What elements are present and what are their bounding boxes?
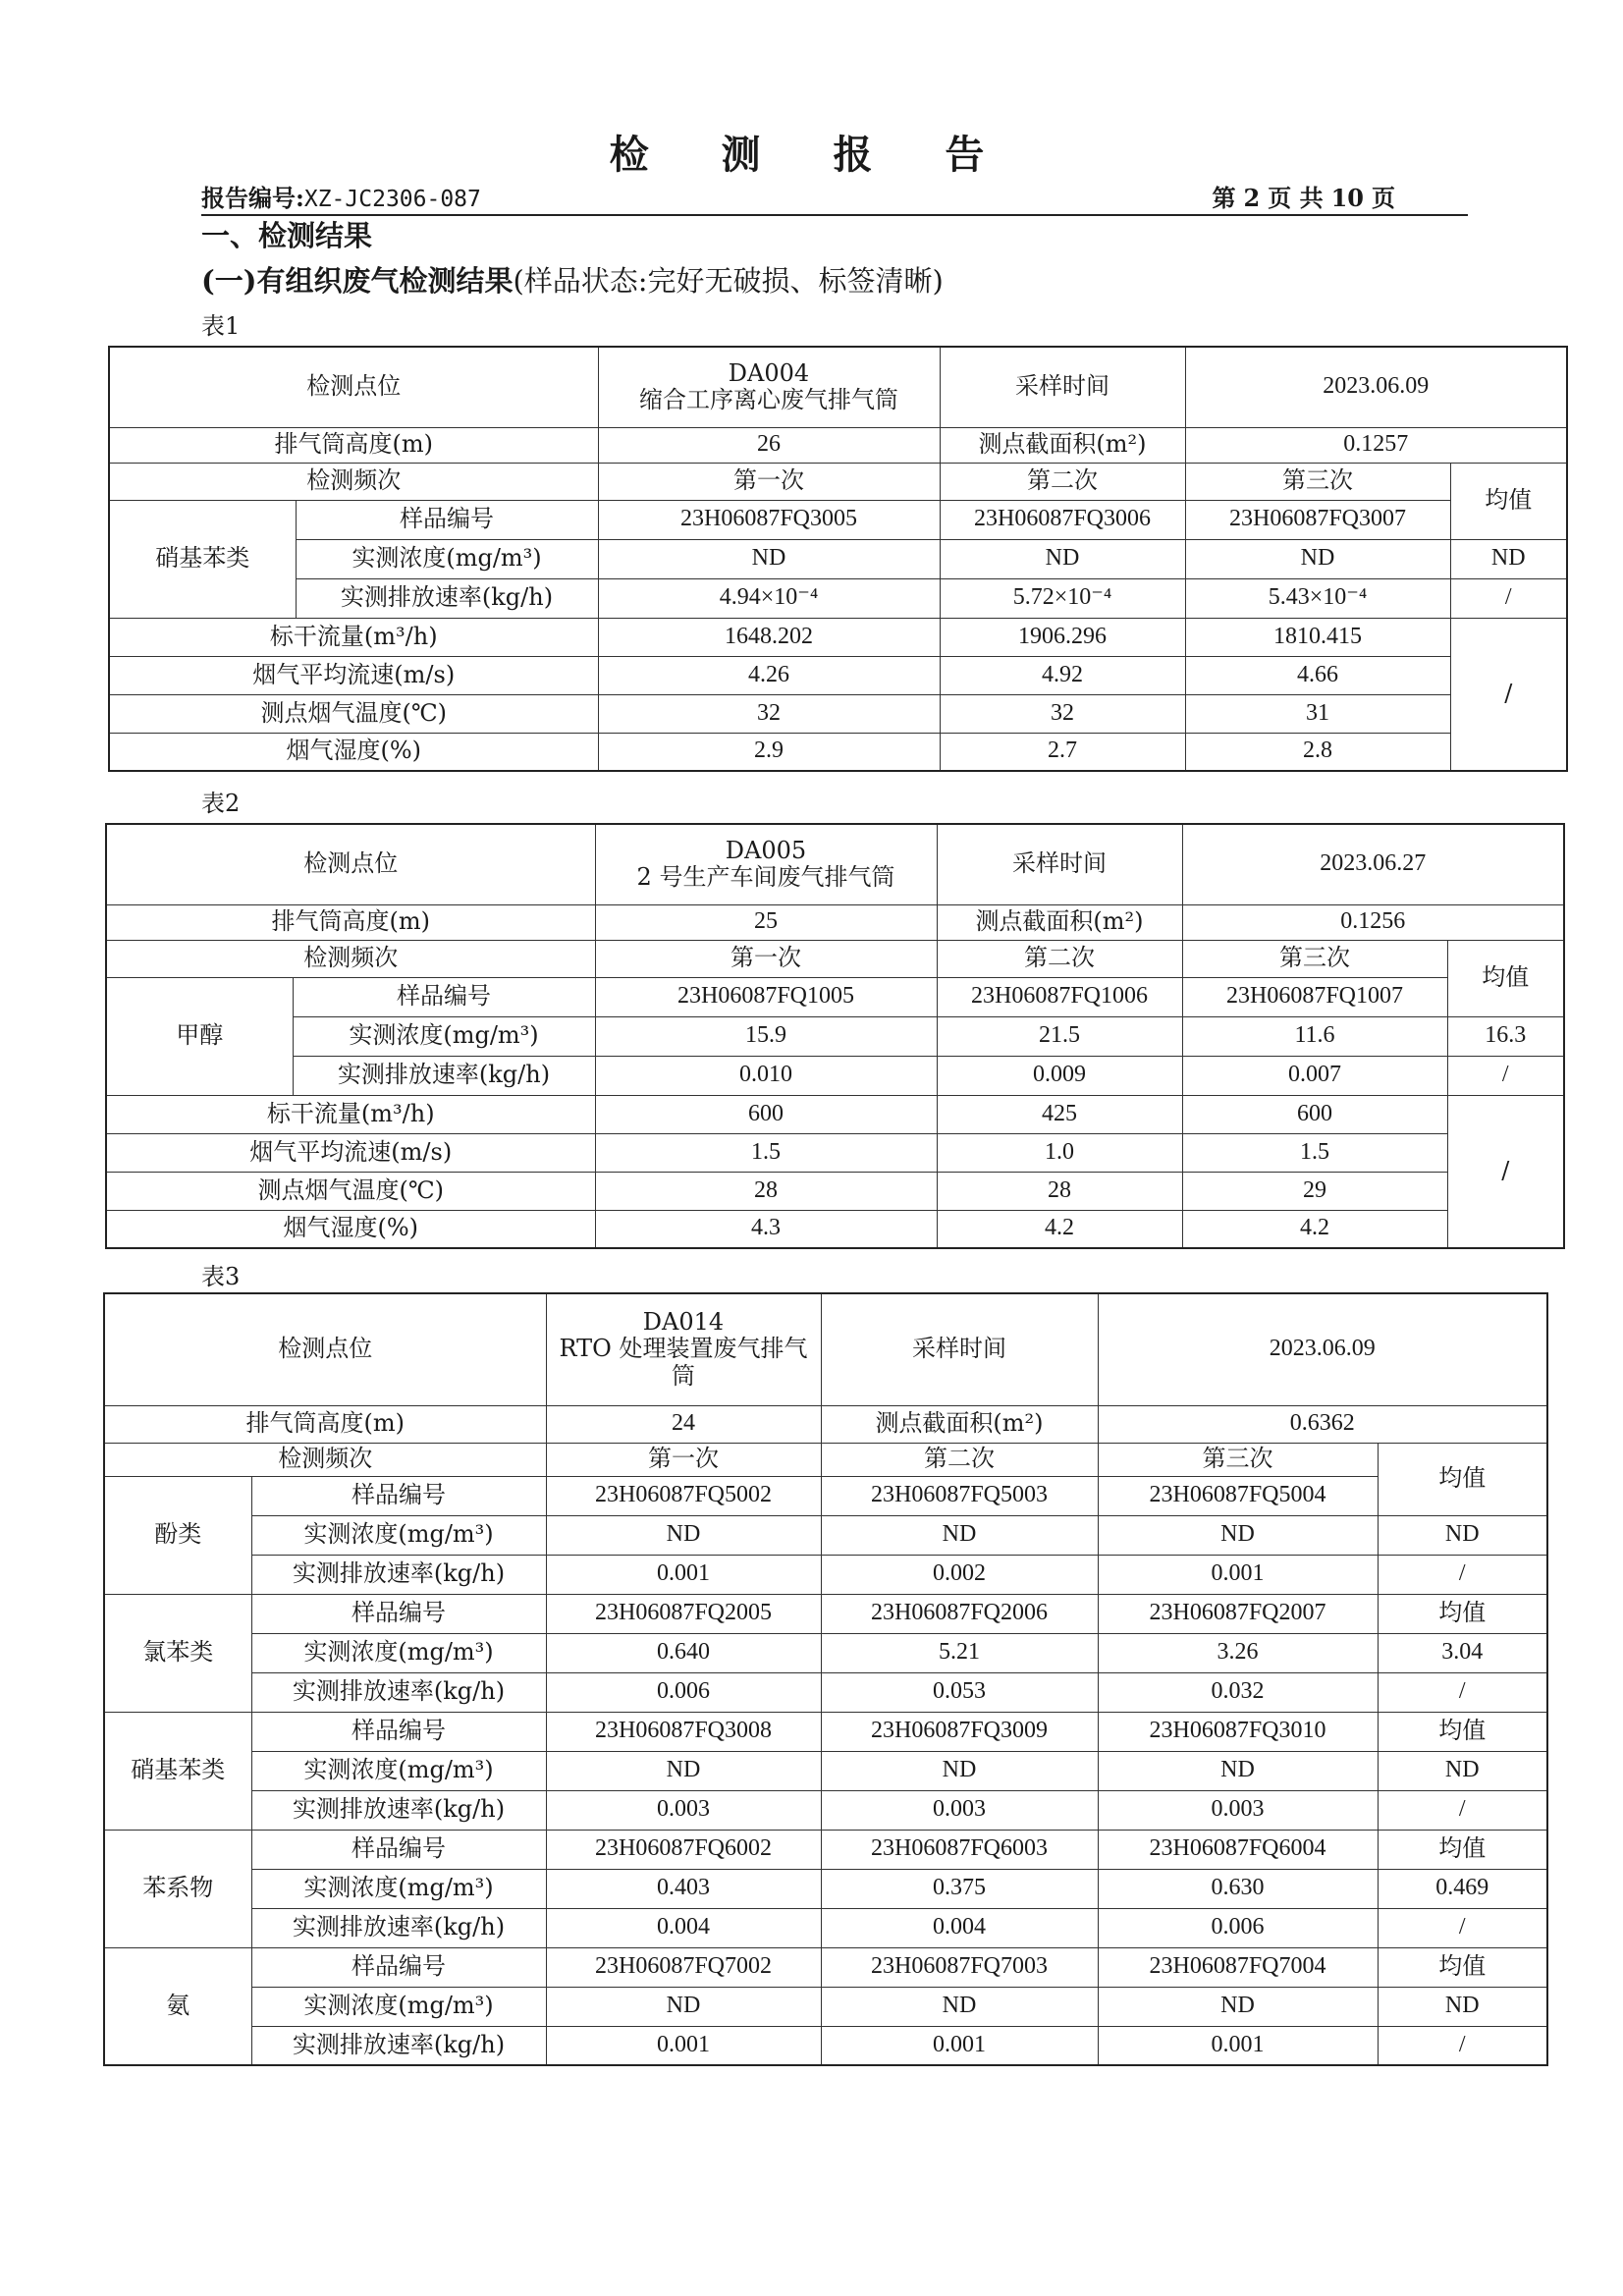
table2-stack-height: 25 (595, 904, 937, 940)
table1-velocity-2: 4.92 (940, 656, 1185, 694)
table3-label: 表3 (201, 1263, 241, 1290)
table1-point-name: 缩合工序离心废气排气筒 (639, 386, 898, 414)
table1-sample-2: 23H06087FQ3006 (940, 500, 1185, 539)
table3-conc: 0.403 (546, 1869, 821, 1908)
table2-temperature-3: 29 (1182, 1172, 1447, 1210)
table3-rate: 0.001 (546, 1555, 821, 1594)
table3-sample: 23H06087FQ6004 (1098, 1830, 1378, 1869)
table3-rate: 0.006 (1098, 1908, 1378, 1947)
table2-humidity-label: 烟气湿度(%) (106, 1210, 595, 1248)
table3-sample-no-label: 样品编号 (251, 1830, 546, 1869)
table3-conc-mean: 0.469 (1378, 1869, 1547, 1908)
table3-rate: 0.004 (821, 1908, 1098, 1947)
table3-point-code: DA014 (642, 1307, 725, 1336)
table3-conc: ND (821, 1987, 1098, 2026)
table2-concentration-label: 实测浓度(mg/m³) (293, 1016, 595, 1056)
table3-conc: ND (546, 1987, 821, 2026)
table1-conc-3: ND (1185, 539, 1450, 578)
table2-point-code: DA005 (725, 836, 807, 864)
table3-rate-mean: / (1378, 1790, 1547, 1830)
table2-sample-1: 23H06087FQ1005 (595, 977, 937, 1016)
table3-pollutant-phenols: 酚类 (104, 1476, 251, 1594)
table3-sample: 23H06087FQ2007 (1098, 1594, 1378, 1633)
table3-sample-no-label: 样品编号 (251, 1476, 546, 1515)
table1-params-mean: / (1450, 618, 1567, 771)
table3-stack-height: 24 (546, 1405, 821, 1443)
table1-conc-mean: ND (1450, 539, 1567, 578)
table3-sample: 23H06087FQ6003 (821, 1830, 1098, 1869)
table3-area: 0.6362 (1098, 1405, 1547, 1443)
table3-pollutant-benzene-series: 苯系物 (104, 1830, 251, 1947)
table1-conc-2: ND (940, 539, 1185, 578)
table2-temperature-2: 28 (937, 1172, 1182, 1210)
table2-point-label: 检测点位 (106, 824, 595, 904)
table1-mean-header: 均值 (1450, 463, 1567, 539)
table3-conc-mean: ND (1378, 1987, 1547, 2026)
table2-sample-3: 23H06087FQ1007 (1182, 977, 1447, 1016)
table2-sample-no-label: 样品编号 (293, 977, 595, 1016)
table3-sample-no-label: 样品编号 (251, 1947, 546, 1987)
table3-rate-mean: / (1378, 1555, 1547, 1594)
table3-rate: 0.001 (546, 2026, 821, 2065)
table3-conc: ND (1098, 1751, 1378, 1790)
table3-sample: 23H06087FQ7004 (1098, 1947, 1378, 1987)
table2-mean-header: 均值 (1447, 940, 1564, 1016)
table1-temperature-label: 测点烟气温度(℃) (109, 694, 598, 733)
table3-point-label: 检测点位 (104, 1293, 546, 1405)
table3-sample-no-label: 样品编号 (251, 1712, 546, 1751)
table2-point-cell (595, 824, 937, 904)
table3-rate: 0.003 (546, 1790, 821, 1830)
table1-rate-3: 5.43×10⁻⁴ (1185, 578, 1450, 618)
table3-conc-mean: ND (1378, 1751, 1547, 1790)
table3-sample: 23H06087FQ7003 (821, 1947, 1098, 1987)
table1-humidity-3: 2.8 (1185, 733, 1450, 771)
page-suffix: 页 (1372, 184, 1395, 212)
table2-point-name: 2 号生产车间废气排气筒 (636, 863, 895, 892)
table1-humidity-label: 烟气湿度(%) (109, 733, 598, 771)
table3-rate-label: 实测排放速率(kg/h) (251, 2026, 546, 2065)
table3-sample: 23H06087FQ5003 (821, 1476, 1098, 1515)
table3-conc: ND (546, 1515, 821, 1555)
table2-rate-mean: / (1447, 1056, 1564, 1095)
table3-pollutant-ammonia: 氨 (104, 1947, 251, 2065)
table3-concentration-label: 实测浓度(mg/m³) (251, 1987, 546, 2026)
page-mid: 页 共 (1268, 184, 1324, 212)
table3-frequency-label: 检测频次 (104, 1443, 546, 1476)
table3-conc: 3.26 (1098, 1633, 1378, 1672)
table3-rate: 0.003 (821, 1790, 1098, 1830)
table2-rate-3: 0.007 (1182, 1056, 1447, 1095)
table3-sample: 23H06087FQ7002 (546, 1947, 821, 1987)
table2-area-label: 测点截面积(m²) (937, 904, 1182, 940)
table3-mean-header: 均值 (1378, 1830, 1547, 1869)
table1-first: 第一次 (598, 463, 940, 500)
table3-sample: 23H06087FQ5002 (546, 1476, 821, 1515)
table3-pollutant-nitrobenzenes: 硝基苯类 (104, 1712, 251, 1830)
table2-velocity-2: 1.0 (937, 1133, 1182, 1172)
table1-temperature-3: 31 (1185, 694, 1450, 733)
table3-sample: 23H06087FQ2006 (821, 1594, 1098, 1633)
table3-point-cell (546, 1293, 821, 1405)
table2-velocity-label: 烟气平均流速(m/s) (106, 1133, 595, 1172)
table1-temperature-1: 32 (598, 694, 940, 733)
table1-flow-3: 1810.415 (1185, 618, 1450, 656)
table2-params-mean: / (1447, 1095, 1564, 1248)
table1-point-code: DA004 (728, 358, 810, 387)
table2-humidity-1: 4.3 (595, 1210, 937, 1248)
table2-conc-1: 15.9 (595, 1016, 937, 1056)
table2-rate-2: 0.009 (937, 1056, 1182, 1095)
table2-flow-2: 425 (937, 1095, 1182, 1133)
table3-rate: 0.002 (821, 1555, 1098, 1594)
table2-frequency-label: 检测频次 (106, 940, 595, 977)
table1-second: 第二次 (940, 463, 1185, 500)
table2-second: 第二次 (937, 940, 1182, 977)
table3-rate: 0.001 (1098, 1555, 1378, 1594)
page-total: 10 (1330, 184, 1364, 212)
table3-mean-header: 均值 (1378, 1443, 1547, 1515)
table1-sample-1: 23H06087FQ3005 (598, 500, 940, 539)
table1-sample-3: 23H06087FQ3007 (1185, 500, 1450, 539)
table1-area-label: 测点截面积(m²) (940, 427, 1185, 463)
table2-stack-height-label: 排气筒高度(m) (106, 904, 595, 940)
table2-third: 第三次 (1182, 940, 1447, 977)
table2-area: 0.1256 (1182, 904, 1564, 940)
table1-stack-height-label: 排气筒高度(m) (109, 427, 598, 463)
table3-stack-height-label: 排气筒高度(m) (104, 1405, 546, 1443)
table1-stack-height: 26 (598, 427, 940, 463)
table3-sample: 23H06087FQ3010 (1098, 1712, 1378, 1751)
report-number-label: 报告编号: (201, 184, 304, 212)
table1-humidity-1: 2.9 (598, 733, 940, 771)
table1-frequency-label: 检测频次 (109, 463, 598, 500)
table3-pollutant-chlorobenzenes: 氯苯类 (104, 1594, 251, 1712)
table1-humidity-2: 2.7 (940, 733, 1185, 771)
table1-temperature-2: 32 (940, 694, 1185, 733)
table3-rate: 0.006 (546, 1672, 821, 1712)
table2-rate-label: 实测排放速率(kg/h) (293, 1056, 595, 1095)
table2-conc-mean: 16.3 (1447, 1016, 1564, 1056)
table2-sampling-time-label: 采样时间 (937, 824, 1182, 904)
table3-sample: 23H06087FQ6002 (546, 1830, 821, 1869)
table2-flow-label: 标干流量(m³/h) (106, 1095, 595, 1133)
table1-flow-1: 1648.202 (598, 618, 940, 656)
table1-rate-2: 5.72×10⁻⁴ (940, 578, 1185, 618)
table2-humidity-2: 4.2 (937, 1210, 1182, 1248)
table1-flow-2: 1906.296 (940, 618, 1185, 656)
table3-rate: 0.001 (1098, 2026, 1378, 2065)
table2-velocity-1: 1.5 (595, 1133, 937, 1172)
table3-second: 第二次 (821, 1443, 1098, 1476)
table3-conc-mean: ND (1378, 1515, 1547, 1555)
table3-concentration-label: 实测浓度(mg/m³) (251, 1515, 546, 1555)
table1-flow-label: 标干流量(m³/h) (109, 618, 598, 656)
table2-rate-1: 0.010 (595, 1056, 937, 1095)
table1-conc-1: ND (598, 539, 940, 578)
table3-concentration-label: 实测浓度(mg/m³) (251, 1869, 546, 1908)
table3-sample: 23H06087FQ3008 (546, 1712, 821, 1751)
table3-concentration-label: 实测浓度(mg/m³) (251, 1633, 546, 1672)
table2-temperature-1: 28 (595, 1172, 937, 1210)
table2-label: 表2 (201, 790, 241, 817)
table1-rate-1: 4.94×10⁻⁴ (598, 578, 940, 618)
section-title: 一、检测结果 (201, 219, 373, 252)
table3-third: 第三次 (1098, 1443, 1378, 1476)
table3-conc: 0.640 (546, 1633, 821, 1672)
table3-conc: ND (1098, 1515, 1378, 1555)
table1-pollutant: 硝基苯类 (109, 500, 296, 618)
table3-sample: 23H06087FQ5004 (1098, 1476, 1378, 1515)
table3-area-label: 测点截面积(m²) (821, 1405, 1098, 1443)
table1-velocity-3: 4.66 (1185, 656, 1450, 694)
subsection-note: (样品状态:完好无破损、标签清晰) (513, 264, 944, 298)
table3-date: 2023.06.09 (1098, 1293, 1547, 1405)
page-current: 2 (1243, 184, 1261, 212)
table3-sample-no-label: 样品编号 (251, 1594, 546, 1633)
table2 (105, 823, 1565, 1249)
table2-conc-2: 21.5 (937, 1016, 1182, 1056)
table2-flow-1: 600 (595, 1095, 937, 1133)
table3-conc: 0.375 (821, 1869, 1098, 1908)
table1-third: 第三次 (1185, 463, 1450, 500)
table3-rate-label: 实测排放速率(kg/h) (251, 1790, 546, 1830)
table3-rate-label: 实测排放速率(kg/h) (251, 1672, 546, 1712)
page-title: 检 测 报 告 (609, 132, 1014, 178)
table1-velocity-label: 烟气平均流速(m/s) (109, 656, 598, 694)
table1-concentration-label: 实测浓度(mg/m³) (296, 539, 598, 578)
table3-conc-mean: 3.04 (1378, 1633, 1547, 1672)
table2-pollutant: 甲醇 (106, 977, 293, 1095)
table3-rate-label: 实测排放速率(kg/h) (251, 1555, 546, 1594)
table3-rate-mean: / (1378, 1908, 1547, 1947)
page-prefix: 第 (1212, 184, 1236, 212)
table3-rate: 0.032 (1098, 1672, 1378, 1712)
page-indicator (1209, 179, 1399, 213)
table3-concentration-label: 实测浓度(mg/m³) (251, 1751, 546, 1790)
table3-first: 第一次 (546, 1443, 821, 1476)
table1-label: 表1 (201, 312, 241, 340)
table1-area: 0.1257 (1185, 427, 1567, 463)
table3-conc: ND (821, 1751, 1098, 1790)
table3-rate-label: 实测排放速率(kg/h) (251, 1908, 546, 1947)
table2-flow-3: 600 (1182, 1095, 1447, 1133)
table2-velocity-3: 1.5 (1182, 1133, 1447, 1172)
table3-conc: ND (1098, 1987, 1378, 2026)
table3-point-name: RTO 处理装置废气排气筒 (559, 1335, 808, 1391)
table3-rate: 0.001 (821, 2026, 1098, 2065)
table3-mean-header: 均值 (1378, 1947, 1547, 1987)
table1-sampling-time-label: 采样时间 (940, 347, 1185, 427)
table1-velocity-1: 4.26 (598, 656, 940, 694)
table3 (103, 1292, 1548, 2066)
subsection-title (201, 259, 944, 300)
table2-humidity-3: 4.2 (1182, 1210, 1447, 1248)
table2-sample-2: 23H06087FQ1006 (937, 977, 1182, 1016)
report-header (201, 179, 1468, 216)
table3-rate-mean: / (1378, 2026, 1547, 2065)
table2-conc-3: 11.6 (1182, 1016, 1447, 1056)
table3-sampling-time-label: 采样时间 (821, 1293, 1098, 1405)
table1-date: 2023.06.09 (1185, 347, 1567, 427)
table2-temperature-label: 测点烟气温度(℃) (106, 1172, 595, 1210)
table3-sample: 23H06087FQ3009 (821, 1712, 1098, 1751)
table3-sample: 23H06087FQ2005 (546, 1594, 821, 1633)
table3-conc: 5.21 (821, 1633, 1098, 1672)
table1 (108, 346, 1568, 772)
table3-conc: 0.630 (1098, 1869, 1378, 1908)
table3-mean-header: 均值 (1378, 1594, 1547, 1633)
table1-rate-label: 实测排放速率(kg/h) (296, 578, 598, 618)
report-number (201, 179, 481, 213)
table2-first: 第一次 (595, 940, 937, 977)
table3-rate: 0.053 (821, 1672, 1098, 1712)
table3-rate: 0.003 (1098, 1790, 1378, 1830)
table1-point-cell (598, 347, 940, 427)
table1-rate-mean: / (1450, 578, 1567, 618)
table3-rate: 0.004 (546, 1908, 821, 1947)
table1-point-label: 检测点位 (109, 347, 598, 427)
table3-rate-mean: / (1378, 1672, 1547, 1712)
subsection-main: (一)有组织废气检测结果 (201, 264, 514, 298)
report-number-value: XZ-JC2306-087 (303, 187, 481, 212)
table3-conc: ND (821, 1515, 1098, 1555)
table1-sample-no-label: 样品编号 (296, 500, 598, 539)
table3-conc: ND (546, 1751, 821, 1790)
table3-mean-header: 均值 (1378, 1712, 1547, 1751)
table2-date: 2023.06.27 (1182, 824, 1564, 904)
